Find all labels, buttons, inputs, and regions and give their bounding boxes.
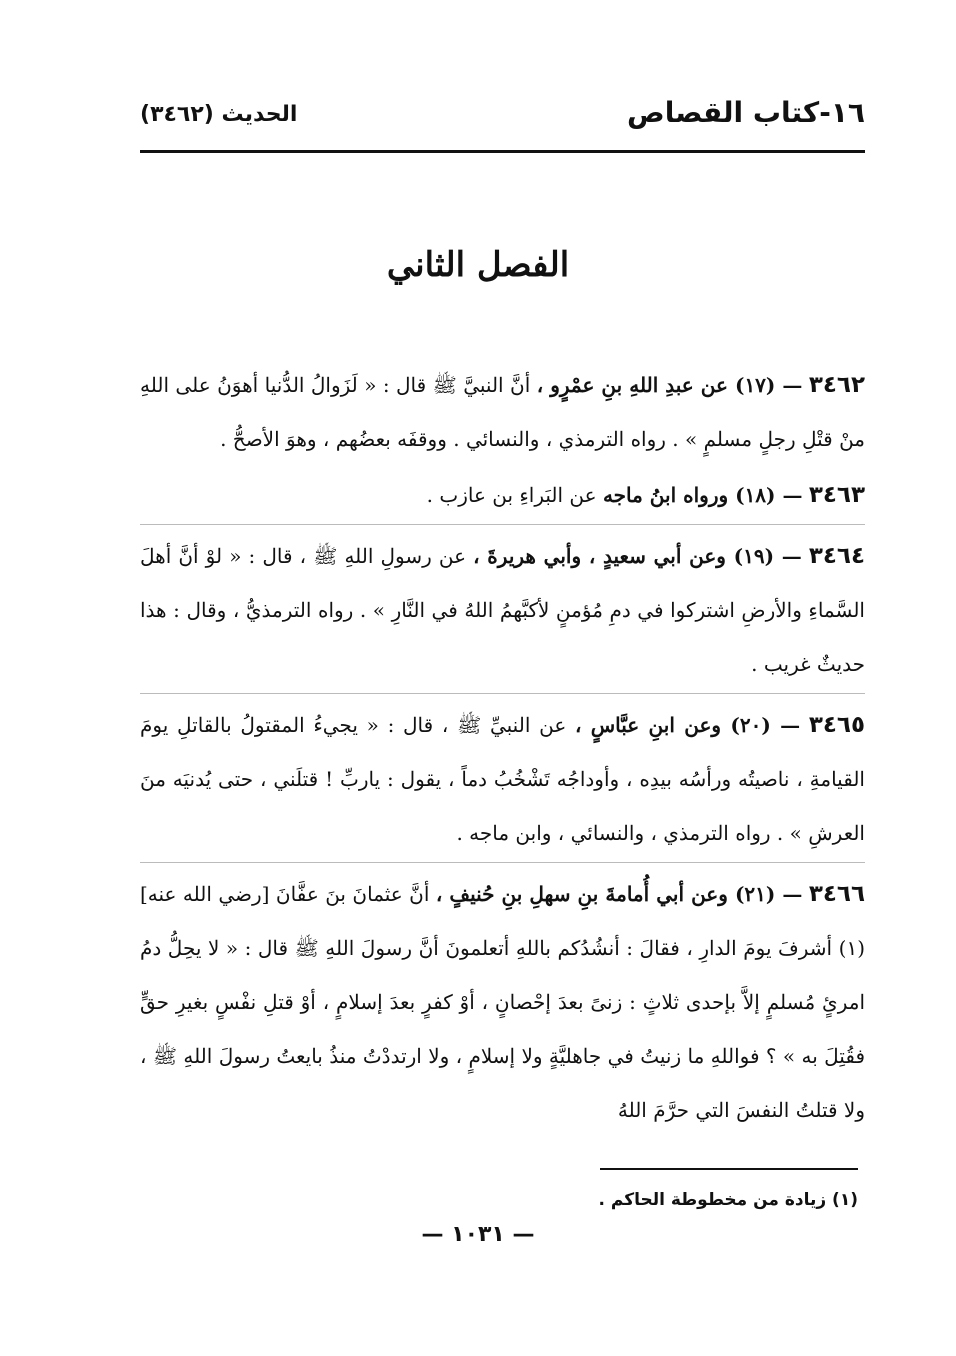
header-divider bbox=[140, 150, 865, 153]
hadith-source: — (١٩) وعن أبي سعيدٍ ، وأبي هريرةَ ، bbox=[473, 544, 802, 568]
book-title: ١٦-كتاب القصاص bbox=[627, 96, 865, 129]
hadith-number: ٣٤٦٤ bbox=[808, 543, 865, 569]
hadith-number: ٣٤٦٢ bbox=[808, 372, 866, 398]
running-header bbox=[140, 92, 865, 152]
hadith-body bbox=[140, 358, 865, 1139]
page-number: — ١٠٣١ — bbox=[421, 1222, 535, 1247]
hadith-paragraph bbox=[140, 358, 865, 466]
hadith-paragraph bbox=[140, 524, 865, 691]
hadith-range: الحديث (٣٤٦٢) bbox=[140, 102, 298, 127]
hadith-text: عن البَراءِ بن عازب . bbox=[426, 483, 597, 507]
chapter-title: الفصل الثاني bbox=[386, 245, 570, 285]
hadith-paragraph bbox=[140, 862, 865, 1137]
hadith-source: — (٢٠) وعن ابنِ عبَّاسٍ ، bbox=[574, 713, 801, 737]
hadith-paragraph bbox=[140, 468, 865, 522]
footnote-divider bbox=[600, 1168, 858, 1170]
hadith-paragraph bbox=[140, 693, 865, 860]
hadith-number: ٣٤٦٣ bbox=[808, 482, 865, 508]
hadith-text: عن النبيِّ ﷺ ، قال : « يجيءُ المقتولُ بالقاتلِ يومَ القيامةِ ، ناصيتُه ورأسُه بيدِه ، وأوداجُه تَشْخُبُ دماً ، يقول : ياربِّ ! قتلَني ، حتى يُدنيَه منَ العرشِ » . رواه الترمذي ، والنسائي ، وابن ماجه . bbox=[140, 713, 865, 845]
hadith-text: عن رسولِ اللهِ ﷺ ، قال : « لوْ أنَّ أهلَ السَّماءِ والأرضِ اشتركوا في دمِ مُؤمنٍ لأكبَّهمُ اللهُ في النَّارِ » . رواه الترمذيُّ ، وقال : هذا حديثٌ غريب . bbox=[140, 544, 865, 676]
hadith-text: أنَّ عثمانَ بنَ عفَّانَ [رضي الله عنه] (١) أشرفَ يومَ الدارِ ، فقالَ : أنشُدُكم باللهِ أتعلمونَ أنَّ رسولَ اللهِ ﷺ قال : « لا يحِلُّ دمُ امرئٍ مُسلمٍ إلاَّ بإحدى ثلاثٍ : زنىً بعدَ إحْصانٍ ، أوْ كفرٍ بعدَ إسلامٍ ، أوْ قتلِ نفْسٍ بغيرِ حقٍّ فقُتِلَ به » ؟ فواللهِ ما زنيتُ في جاهليَّةٍ ولا إسلامٍ ، ولا ارتددْتُ منذُ بايعتُ رسولَ اللهِ ﷺ ، ولا قتلتُ النفسَ التي حرَّمَ اللهُ bbox=[140, 882, 866, 1122]
hadith-source: — (١٧) عن عبدِ اللهِ بنِ عمْرٍو ، bbox=[536, 373, 803, 397]
hadith-text: أنَّ النبيَّ ﷺ قال : « لَزَوالُ الدُّنيا أهوَنُ على اللهِ منْ قتْلِ رجلٍ مسلمٍ » . رواه الترمذي ، والنسائي . ووقفَه بعضُهم ، وهوَ الأصحُّ . bbox=[140, 373, 865, 451]
hadith-number: ٣٤٦٥ bbox=[808, 712, 865, 738]
hadith-number: ٣٤٦٦ bbox=[808, 881, 866, 907]
footnote: (١) زيادة من مخطوطة الحاكم . bbox=[598, 1190, 858, 1210]
hadith-source: — (٢١) وعن أبي أُمامةَ بنِ سهلِ بنِ حُنيفٍ ، bbox=[435, 882, 803, 906]
hadith-source: — (١٨) ورواه ابنُ ماجه bbox=[602, 483, 803, 507]
